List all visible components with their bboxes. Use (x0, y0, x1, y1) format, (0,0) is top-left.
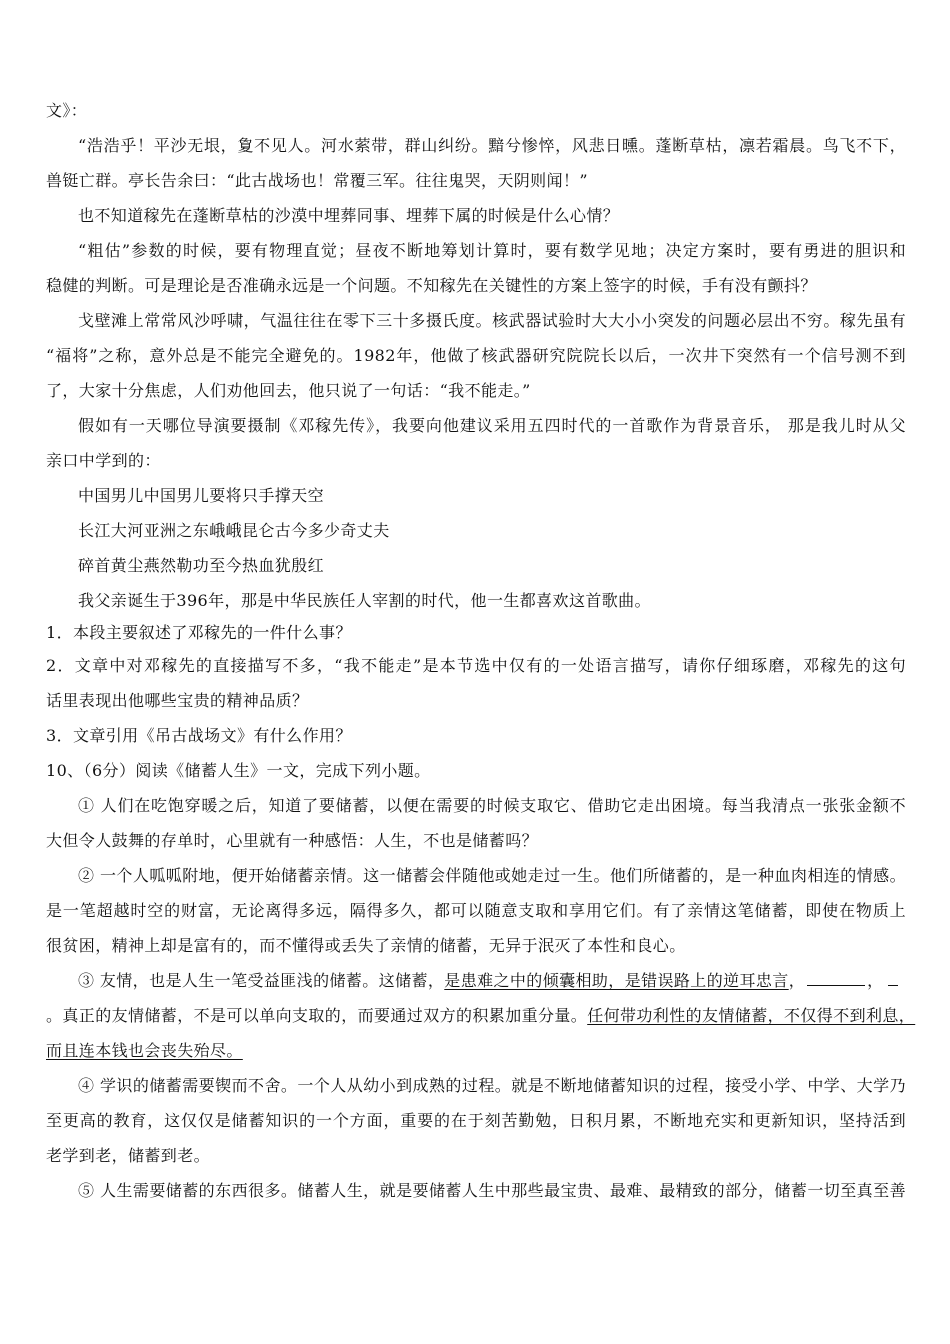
text-line: 话里表现出他哪些宝贵的精神品质？ (46, 691, 309, 710)
question-2: 2．文章中对邓稼先的直接描写不多，“我不能走”是本节选中仅有的一处语言描写，请你仔细琢磨，邓稼先的这句 (46, 656, 906, 675)
text-span: ③ 友情，也是人生一笔受益匪浅的储蓄。这储蓄， (78, 971, 445, 990)
underlined-text: 而且连本钱也会丧失殆尽。 (46, 1041, 243, 1060)
text-line (46, 1005, 916, 1027)
text-line: ④ 学识的储蓄需要锲而不舍。一个人从幼小到成熟的过程。就是不断地储蓄知识的过程，接受小学、中学、大学乃 (78, 1076, 906, 1095)
text-line (78, 970, 906, 992)
text-line: 了，大家十分焦虑，人们劝他回去，他只说了一句话：“我不能走。” (46, 381, 531, 400)
text-line: 至更高的教育，这仅仅是储蓄知识的一个方面，重要的在于刻苦勤勉，日积月累，不断地充实和更新知识，坚持活到 (46, 1111, 906, 1130)
text-line: 亲口中学到的： (46, 451, 161, 470)
song-line: 中国男儿中国男儿要将只手撑天空 (78, 486, 325, 505)
question-3: 3．文章引用《吊古战场文》有什么作用？ (46, 726, 352, 745)
underlined-text: 是患难之中的倾囊相助，是错误路上的逆耳忠言 (444, 971, 789, 990)
text-span: ， (788, 971, 806, 990)
text-span: ， (867, 971, 884, 990)
text-line: 兽铤亡群。亭长告余曰：“此古战场也！常覆三军。往往鬼哭，天阴则闻！” (46, 171, 588, 190)
text-line: 大但令人鼓舞的存单时，心里就有一种感悟：人生，不也是储蓄吗？ (46, 831, 539, 850)
fill-blank (807, 970, 865, 986)
text-span: 。真正的友情储蓄，不是可以单向支取的，而要通过双方的积累加重分量。 (46, 1006, 588, 1025)
text-line: 假如有一天哪位导演要摄制《邓稼先传》，我要向他建议采用五四时代的一首歌作为背景音乐， 那是我儿时从父 (78, 416, 906, 435)
text-line: “粗估”参数的时候，要有物理直觉；昼夜不断地筹划计算时，要有数学见地；决定方案时，要有勇进的胆识和 (78, 241, 906, 260)
text-line: ① 人们在吃饱穿暖之后，知道了要储蓄，以便在需要的时候支取它、借助它走出困境。每当我清点一张张金额不 (78, 796, 906, 815)
text-line: 文》： (46, 101, 88, 120)
text-line (46, 1040, 906, 1062)
text-line: 很贫困，精神上却是富有的，而不懂得或丢失了亲情的储蓄，无异于泯灭了本性和良心。 (46, 936, 686, 955)
section-heading: 10、（6分）阅读《储蓄人生》一文，完成下列小题。 (46, 761, 431, 780)
text-line: ② 一个人呱呱附地，便开始储蓄亲情。这一储蓄会伴随他或她走过一生。他们所储蓄的，是一种血肉相连的情感。 (78, 866, 906, 885)
question-1: 1．本段主要叙述了邓稼先的一件什么事？ (46, 623, 352, 642)
text-line: 老学到老，储蓄到老。 (46, 1146, 211, 1165)
fill-blank (888, 970, 898, 986)
text-line: 稳健的判断。可是理论是否准确永远是一个问题。不知稼先在关键性的方案上签字的时候，手有没有颤抖？ (46, 276, 817, 295)
text-line: 也不知道稼先在蓬断草枯的沙漠中埋葬同事、埋葬下属的时候是什么心情？ (78, 206, 620, 225)
text-line: 戈壁滩上常常风沙呼啸，气温往往在零下三十多摄氏度。核武器试验时大大小小突发的问题必层出不穷。稼先虽有 (78, 311, 906, 330)
song-line: 碎首黄尘燕然勒功至今热血犹殷红 (78, 556, 325, 575)
text-line: 是一笔超越时空的财富，无论离得多远，隔得多久，都可以随意支取和享用它们。有了亲情这笔储蓄，即使在物质上 (46, 901, 906, 920)
song-line: 长江大河亚洲之东峨峨昆仑古今多少奇丈夫 (78, 521, 390, 540)
text-line: ⑤ 人生需要储蓄的东西很多。储蓄人生，就是要储蓄人生中那些最宝贵、最难、最精致的部分，储蓄一切至真至善 (78, 1181, 906, 1200)
underlined-text: 任何带功利性的友情储蓄，不仅得不到利息， (587, 1006, 916, 1025)
text-line: 我父亲诞生于396年，那是中华民族任人宰割的时代，他一生都喜欢这首歌曲。 (78, 591, 651, 610)
text-line: “浩浩乎！平沙无垠，夐不见人。河水萦带，群山纠纷。黯兮惨悴，风悲日曛。蓬断草枯，凛若霜晨。鸟飞不下， (78, 136, 906, 155)
text-line: “福将”之称，意外总是不能完全避免的。1982年，他做了核武器研究院院长以后，一次井下突然有一个信号测不到 (46, 346, 906, 365)
